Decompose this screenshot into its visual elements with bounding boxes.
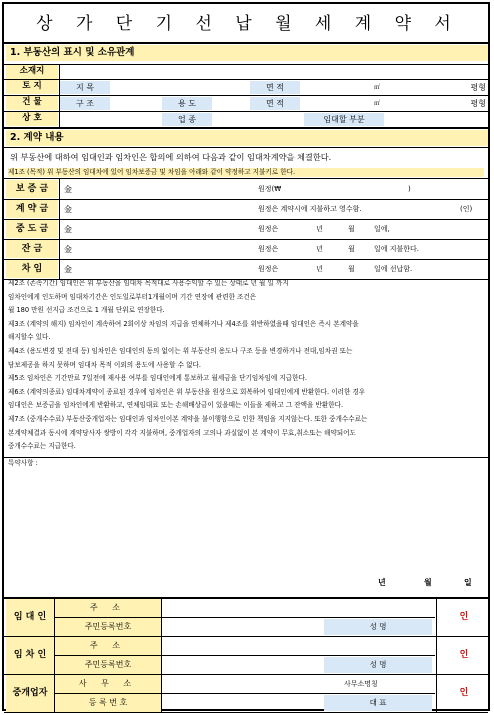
divider bbox=[55, 693, 435, 694]
payment-note: 원정은 bbox=[258, 245, 279, 253]
payment-year: 년 bbox=[316, 245, 323, 253]
divider bbox=[4, 199, 488, 200]
divider bbox=[161, 675, 162, 712]
payment-note-end: ) bbox=[408, 185, 411, 193]
broker-field-a: 사 무 소 bbox=[55, 675, 161, 693]
payment-day: 일에 선납함. bbox=[374, 265, 413, 273]
divider bbox=[4, 42, 488, 44]
divider bbox=[55, 617, 435, 618]
divider bbox=[4, 64, 488, 65]
divider bbox=[436, 675, 437, 712]
divider bbox=[4, 219, 488, 220]
intro-text: 위 부동산에 대하여 임대인과 임차인은 합의에 의하여 다음과 같이 임대차계약을 체결한다. bbox=[10, 152, 332, 162]
payment-prefix: 金 bbox=[64, 205, 72, 214]
payment-label: 중 도 금 bbox=[6, 220, 58, 238]
divider bbox=[436, 599, 437, 636]
broker-sign-label: 대 표 bbox=[324, 695, 432, 711]
divider bbox=[55, 655, 435, 656]
payment-month: 월 bbox=[348, 265, 355, 273]
payment-note: 원정은 계약시에 지불하고 영수함. bbox=[258, 205, 362, 213]
lessee-label: 임 차 인 bbox=[6, 637, 54, 674]
divider bbox=[4, 95, 488, 96]
divider bbox=[4, 712, 488, 713]
payment-note: 원정(₩ bbox=[258, 185, 282, 193]
clause-line: 임대인은 보증금을 임차인에게 반환하고, 연체임대료 또는 손해배상금이 있을때는 이들을 제하고 그 잔액을 반환한다. bbox=[8, 401, 344, 410]
payment-note: 원정은 bbox=[258, 225, 279, 233]
payment-label: 계 약 금 bbox=[6, 200, 58, 218]
payment-year: 년 bbox=[316, 265, 323, 273]
payment-prefix: 金 bbox=[64, 225, 72, 234]
divider bbox=[4, 457, 488, 458]
m2-unit: ㎡ bbox=[374, 84, 381, 91]
lessee-seal: 인 bbox=[459, 650, 469, 660]
payment-day: 일에, bbox=[374, 225, 390, 233]
divider bbox=[4, 79, 488, 80]
lessor-label: 임 대 인 bbox=[6, 599, 54, 636]
clause-line: 제2조 (존속기간) 임대인은 위 부동산을 임대차 목적대로 사용수익할 수 있는 상태로 년 월 일 까지 bbox=[8, 279, 289, 287]
contract-form bbox=[2, 2, 490, 711]
clause-line: 담보제공을 하지 못하며 임대차 목적 이외의 용도에 사용할 수 없다. bbox=[8, 360, 201, 369]
date-day: 일 bbox=[464, 578, 478, 587]
lessor-field-a: 주 소 bbox=[55, 599, 161, 617]
shop-label: 상 호 bbox=[6, 112, 58, 126]
article1-text: 제1조 (목적) 위 부동산의 임대차에 있어 임차보증금 및 차임을 아래와 같이 약정하고 지불키로 한다. bbox=[8, 168, 484, 177]
divider bbox=[4, 178, 488, 179]
clause-line: 본계약체결과 동시에 계약당사자 쌍방이 각각 지불하며, 중개업자의 고의나 과실없이 본 계약이 무효,취소또는 해약되어도 bbox=[8, 428, 356, 437]
divider bbox=[4, 239, 488, 240]
payment-prefix: 金 bbox=[64, 245, 72, 254]
lessor-seal: 인 bbox=[459, 612, 469, 622]
building-area-label: 면 적 bbox=[250, 97, 300, 110]
clause-line: 중개수수료는 지급한다. bbox=[8, 442, 76, 451]
broker-label: 중개업자 bbox=[6, 675, 54, 712]
divider bbox=[59, 65, 60, 127]
location-label: 소재지 bbox=[6, 65, 58, 79]
business-label: 업 종 bbox=[162, 113, 212, 126]
payment-year: 년 bbox=[316, 225, 323, 233]
section2-heading: 2. 계약 내용 bbox=[6, 130, 488, 146]
divider bbox=[4, 111, 488, 112]
payment-note: 원정은 bbox=[258, 265, 279, 273]
land-type-label: 지 목 bbox=[60, 81, 110, 94]
payment-label: 차 임 bbox=[6, 260, 58, 278]
lessee-field-b: 주민등록번호 bbox=[55, 656, 161, 674]
payment-day: 일에 지불한다. bbox=[374, 245, 420, 253]
divider bbox=[59, 179, 60, 279]
lessor-sign-label: 성 명 bbox=[324, 619, 432, 635]
payment-prefix: 金 bbox=[64, 185, 72, 194]
divider bbox=[161, 637, 162, 674]
payment-label: 잔 금 bbox=[6, 240, 58, 258]
divider bbox=[4, 259, 488, 260]
clause-line: 월 180 만원 선지급 조건으로 1 개월 단위로 연장한다. bbox=[8, 306, 165, 315]
m2-unit-2: ㎡ bbox=[374, 100, 381, 107]
broker-seal: 인 bbox=[459, 688, 469, 698]
structure-label: 구 조 bbox=[60, 97, 110, 110]
leased-part-label: 임대할 부분 bbox=[304, 113, 384, 126]
land-area-label: 면 적 bbox=[250, 81, 300, 94]
usage-label: 용 도 bbox=[162, 97, 212, 110]
pyeong-unit-2: 평형 bbox=[470, 99, 486, 108]
clause-line: 제6조 (계약의종료) 임대차계약이 종료된 경우에 임차인은 위 부동산을 원상으로 회복하여 임대인에게 반환한다. 이러한 경우 bbox=[8, 387, 366, 396]
special-terms-label: 특약사항 : bbox=[8, 459, 38, 467]
section1-heading: 1. 부동산의 표시 및 소유관계 bbox=[6, 45, 488, 61]
clause-line: 해지할수 있다. bbox=[8, 333, 51, 342]
clause-line: 제4조 (용도변경 및 전대 등) 임차인은 임대인의 동의 없이는 위 부동산의 용도나 구조 등을 변경하거나 전대,임차권 또는 bbox=[8, 347, 353, 355]
lessee-sign-label: 성 명 bbox=[324, 657, 432, 673]
divider bbox=[4, 147, 488, 148]
clause-line: 제5조 임차인은 기간만료 7일전에 재사용 여부를 임대인에게 통보하고 월세금을 단기임차임에 지급한다. bbox=[8, 374, 307, 383]
land-label: 토 지 bbox=[6, 80, 58, 94]
broker-field-b: 등 록 번 호 bbox=[55, 694, 161, 712]
payment-prefix: 金 bbox=[64, 265, 72, 274]
document-title: 상 가 단 기 선 납 월 세 계 약 서 bbox=[36, 14, 460, 34]
broker-office-name: 사무소명칭 bbox=[344, 680, 378, 688]
payment-label: 보 증 금 bbox=[6, 180, 58, 198]
building-label: 건 물 bbox=[6, 96, 58, 110]
divider bbox=[4, 127, 488, 129]
clause-line: 제3조 (계약의 해지) 임차인이 계속하여 2회이상 차임의 지급을 연체하거나 제4조를 위반하였을때 임대인은 즉시 본계약을 bbox=[8, 319, 359, 328]
date-year: 년 bbox=[378, 578, 392, 587]
clause-line: 제7조 (중개수수료) 부동산중개업자는 임대인과 임차인이본 계약을 불이행함으로 인한 책임을 지지않는다. 또한 중개수수료는 bbox=[8, 415, 368, 423]
payment-month: 월 bbox=[348, 225, 355, 233]
divider bbox=[161, 599, 162, 636]
payment-note-end: (인) bbox=[460, 205, 473, 213]
payment-month: 월 bbox=[348, 245, 355, 253]
lessor-field-b: 주민등록번호 bbox=[55, 618, 161, 636]
divider bbox=[436, 637, 437, 674]
lessee-field-a: 주 소 bbox=[55, 637, 161, 655]
clause-line: 임차인에게 인도하며 임대차기간은 인도일로부터1개월이며 기간 연장에 관련한 조건은 bbox=[8, 292, 257, 301]
pyeong-unit: 평형 bbox=[470, 83, 486, 92]
date-month: 월 bbox=[424, 578, 438, 587]
